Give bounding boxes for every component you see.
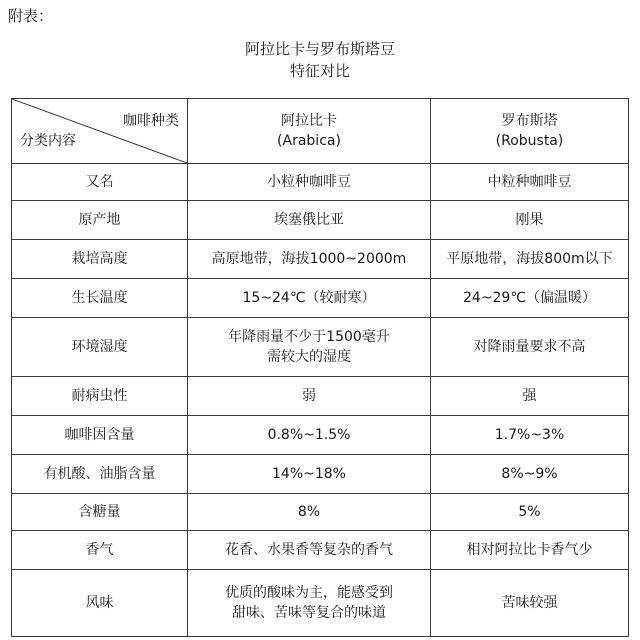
- table-row: [12, 377, 629, 416]
- table-row: [12, 570, 629, 637]
- appendix-label: 附表：: [8, 7, 54, 25]
- row-label: 栽培高度: [12, 240, 188, 279]
- row-label: 咖啡因含量: [12, 416, 188, 455]
- robusta-cell: 刚果: [431, 201, 629, 240]
- arabica-cell: 小粒种咖啡豆: [188, 164, 431, 201]
- arabica-cell-line-1: 年降雨量不少于1500毫升: [228, 329, 390, 345]
- robusta-cell: 24~29℃（偏温暖）: [431, 279, 629, 318]
- row-label: 有机酸、油脂含量: [12, 455, 188, 494]
- arabica-cell: 弱: [188, 377, 431, 416]
- robusta-cell: 5%: [431, 494, 629, 531]
- arabica-cell: 0.8%~1.5%: [188, 416, 431, 455]
- table-row: [12, 494, 629, 531]
- category-header: 分类内容: [20, 133, 76, 149]
- robusta-cell: 强: [431, 377, 629, 416]
- coffee-type-header: 咖啡种类: [123, 113, 179, 129]
- title-line-2: 特征对比: [289, 62, 350, 80]
- table-header-row: [12, 99, 629, 164]
- robusta-cell: 中粒种咖啡豆: [431, 164, 629, 201]
- robusta-cell: 1.7%~3%: [431, 416, 629, 455]
- arabica-header-cell: [188, 99, 431, 164]
- table-row: [12, 240, 629, 279]
- table-row: [12, 416, 629, 455]
- row-label: 香气: [12, 531, 188, 570]
- robusta-cell: 8%~9%: [431, 455, 629, 494]
- table-title: [0, 38, 640, 82]
- row-label: 生长温度: [12, 279, 188, 318]
- row-label: 环境湿度: [12, 318, 188, 377]
- arabica-cell-line-1: 优质的酸味为主，能感受到: [225, 585, 393, 601]
- table-row: [12, 164, 629, 201]
- table-row: [12, 531, 629, 570]
- arabica-cell: [188, 318, 431, 377]
- table-row: [12, 201, 629, 240]
- row-label: 含糖量: [12, 494, 188, 531]
- arabica-cell-line-2: 甜味、苦味等复合的味道: [232, 605, 386, 621]
- arabica-name: 阿拉比卡: [281, 113, 337, 129]
- arabica-cell: 14%~18%: [188, 455, 431, 494]
- row-label: 风味: [12, 570, 188, 637]
- arabica-cell: 花香、水果香等复杂的香气: [188, 531, 431, 570]
- robusta-cell: 相对阿拉比卡香气少: [431, 531, 629, 570]
- arabica-latin: (Arabica): [277, 133, 341, 149]
- robusta-cell: 对降雨量要求不高: [431, 318, 629, 377]
- robusta-name: 罗布斯塔: [501, 113, 558, 129]
- arabica-cell: [188, 570, 431, 637]
- row-label: 又名: [12, 164, 188, 201]
- table-row: [12, 455, 629, 494]
- robusta-cell: 平原地带，海拔800m以下: [431, 240, 629, 279]
- arabica-cell: 15~24℃（较耐寒）: [188, 279, 431, 318]
- row-label: 耐病虫性: [12, 377, 188, 416]
- arabica-cell: 8%: [188, 494, 431, 531]
- title-line-1: 阿拉比卡与罗布斯塔豆: [244, 40, 395, 58]
- diagonal-header-cell: [12, 99, 188, 164]
- table-row: [12, 318, 629, 377]
- arabica-cell: 埃塞俄比亚: [188, 201, 431, 240]
- row-label: 原产地: [12, 201, 188, 240]
- robusta-header-cell: [431, 99, 629, 164]
- robusta-cell: 苦味较强: [431, 570, 629, 637]
- table-row: [12, 279, 629, 318]
- arabica-cell-line-2: 需较大的湿度: [267, 349, 351, 365]
- comparison-table: [11, 98, 629, 637]
- arabica-cell: 高原地带，海拔1000~2000m: [188, 240, 431, 279]
- robusta-latin: (Robusta): [495, 133, 564, 149]
